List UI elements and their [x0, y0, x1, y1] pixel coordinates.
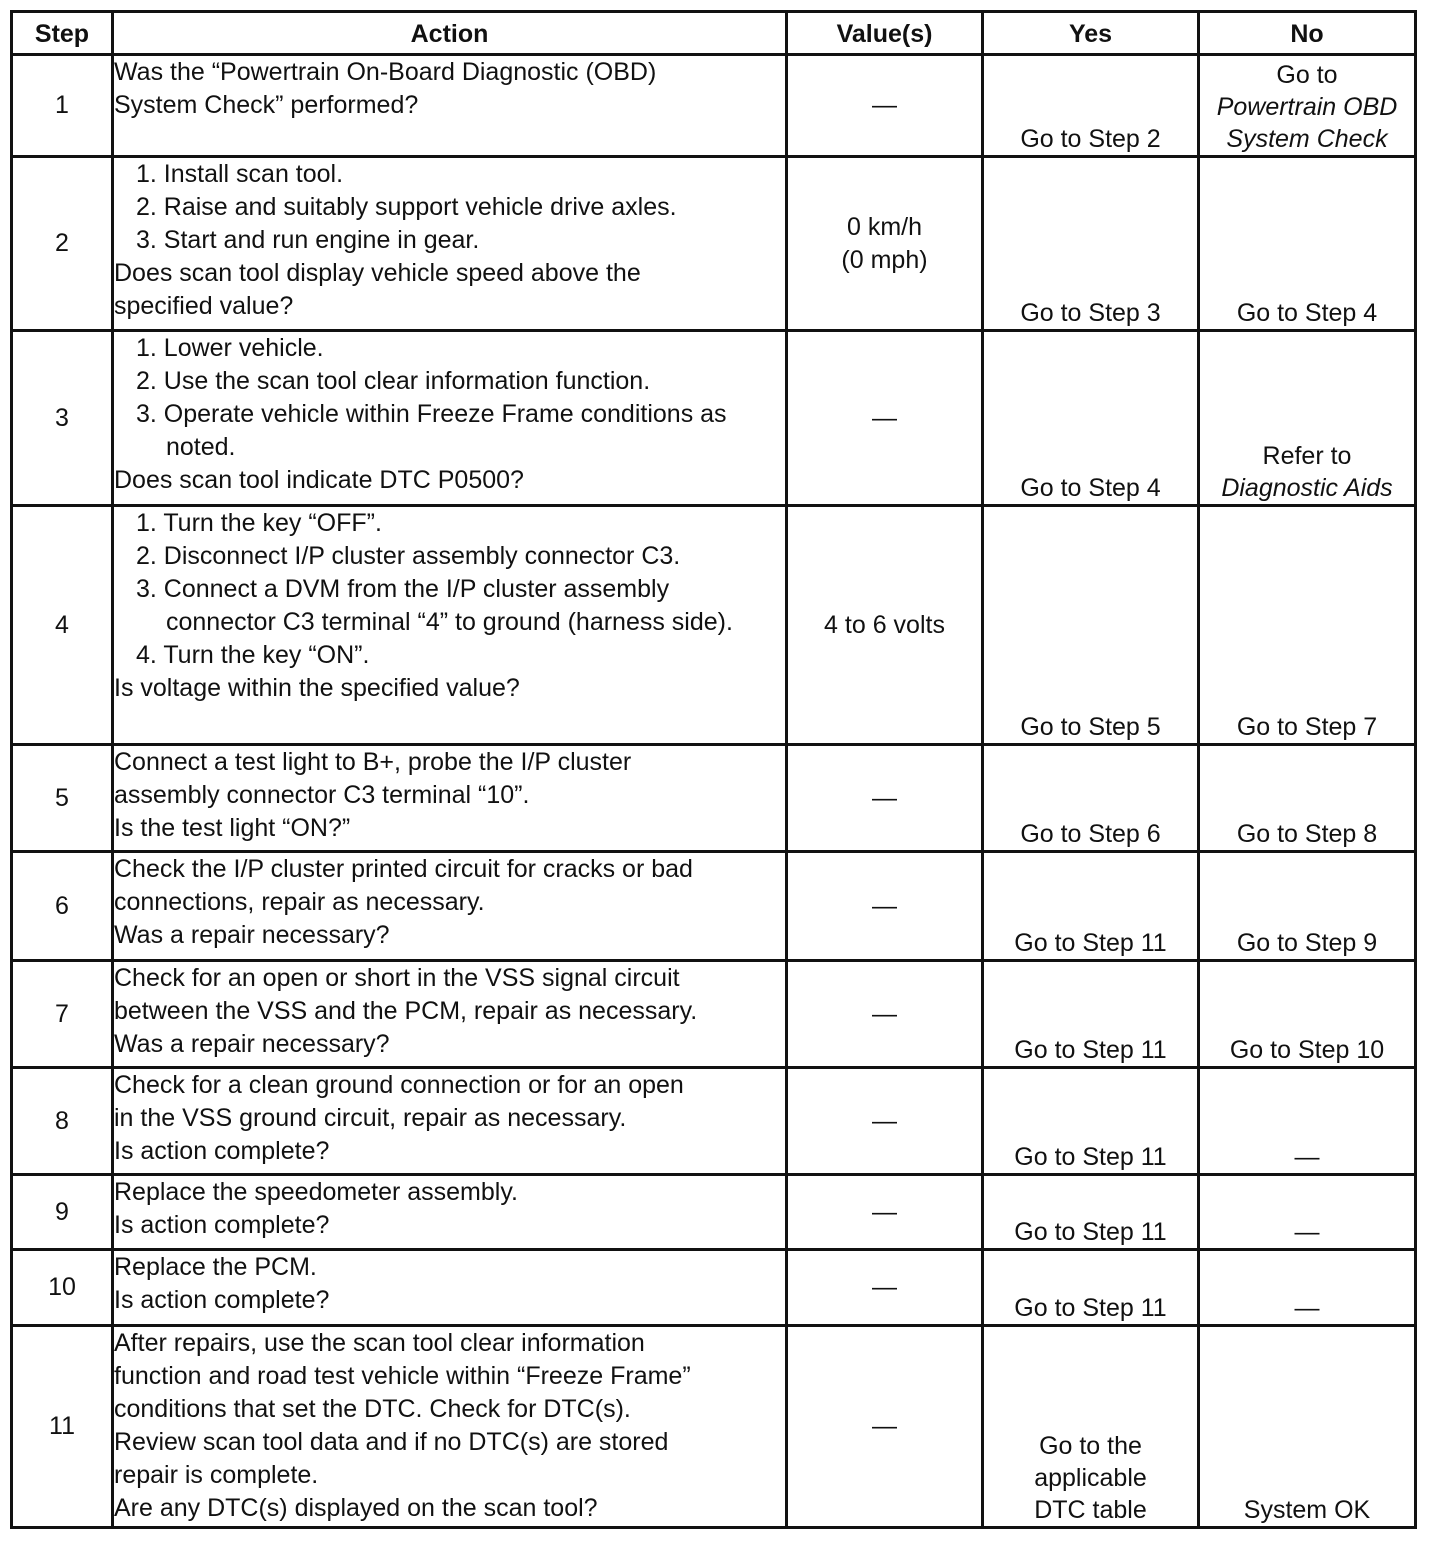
action-text-line: function and road test vehicle within “Freeze Frame”: [114, 1362, 691, 1390]
action-cell: [113, 852, 787, 961]
value-cell: [787, 1326, 983, 1528]
value-cell: [787, 1175, 983, 1250]
action-cell: [113, 1175, 787, 1250]
table-row: [12, 55, 1416, 157]
no-outcome-cell: [1199, 745, 1416, 852]
action-text-line: Are any DTC(s) displayed on the scan tool?: [114, 1494, 598, 1522]
yes-outcome-text: Go to the: [1039, 1432, 1142, 1460]
value-cell: [787, 506, 983, 745]
diagnostic-table: [10, 10, 1417, 1529]
yes-outcome-text: Go to Step 6: [1020, 820, 1161, 848]
action-text-line: Does scan tool indicate DTC P0500?: [114, 466, 524, 494]
table-row: [12, 745, 1416, 852]
table-row: [12, 852, 1416, 961]
action-text-line: assembly connector C3 terminal “10”.: [114, 781, 530, 809]
step-number: 10: [12, 1250, 113, 1326]
value-text: 0 km/h: [846, 212, 923, 241]
action-step-item: 2. Use the scan tool clear information function.: [136, 367, 651, 395]
action-step-item: 4. Turn the key “ON”.: [136, 641, 370, 669]
yes-outcome-cell: [983, 1068, 1199, 1175]
yes-outcome-text: applicable: [1034, 1464, 1147, 1492]
yes-outcome-text: Go to Step 2: [1020, 125, 1161, 153]
header-action: Action: [113, 12, 787, 55]
action-text-line: After repairs, use the scan tool clear information: [114, 1329, 645, 1357]
no-outcome-text: —: [1294, 1294, 1320, 1322]
yes-outcome-cell: [983, 1250, 1199, 1326]
table-row: [12, 1326, 1416, 1528]
no-outcome-cell: [1199, 506, 1416, 745]
action-step-item: 2. Raise and suitably support vehicle drive axles.: [136, 193, 677, 221]
no-outcome-text: Powertrain OBD: [1216, 93, 1398, 121]
action-text-line: in the VSS ground circuit, repair as necessary.: [114, 1104, 627, 1132]
action-step-item: 3. Connect a DVM from the I/P cluster assembly connector C3 terminal “4” to ground (harness side).: [136, 575, 733, 636]
action-text-line: connections, repair as necessary.: [114, 888, 485, 916]
action-text-line: Check for an open or short in the VSS signal circuit: [114, 964, 680, 992]
yes-outcome-text: Go to Step 11: [1014, 1143, 1167, 1171]
table-row: [12, 157, 1416, 331]
value-cell: [787, 1068, 983, 1175]
action-text-line: Replace the PCM.: [114, 1253, 317, 1281]
no-outcome-cell: [1199, 1250, 1416, 1326]
step-number: 1: [12, 55, 113, 157]
step-number: 8: [12, 1068, 113, 1175]
yes-outcome-cell: [983, 1326, 1199, 1528]
value-text: —: [872, 999, 897, 1028]
value-text: (0 mph): [841, 245, 928, 274]
value-text: —: [872, 891, 897, 920]
value-cell: [787, 331, 983, 506]
header-yes: Yes: [983, 12, 1199, 55]
action-text-line: Is voltage within the specified value?: [114, 674, 520, 702]
step-number: 4: [12, 506, 113, 745]
no-outcome-text: Diagnostic Aids: [1221, 474, 1393, 502]
yes-outcome-cell: [983, 745, 1199, 852]
no-outcome-text: Go to Step 4: [1236, 299, 1378, 327]
step-number: 11: [12, 1326, 113, 1528]
action-text-line: Review scan tool data and if no DTC(s) are stored: [114, 1428, 669, 1456]
value-text: —: [872, 403, 897, 432]
action-cell: [113, 745, 787, 852]
yes-outcome-text: Go to Step 11: [1014, 1036, 1167, 1064]
no-outcome-cell: [1199, 157, 1416, 331]
value-text: —: [872, 1197, 897, 1226]
table-body: [12, 55, 1416, 1528]
action-text-line: Check the I/P cluster printed circuit for cracks or bad: [114, 855, 693, 883]
no-outcome-text: System Check: [1226, 125, 1388, 153]
action-step-item: 2. Disconnect I/P cluster assembly connector C3.: [136, 542, 681, 570]
yes-outcome-text: Go to Step 11: [1014, 929, 1167, 957]
action-cell: [113, 157, 787, 331]
action-cell: [113, 1068, 787, 1175]
no-outcome-cell: [1199, 331, 1416, 506]
action-text-line: specified value?: [114, 292, 294, 320]
value-cell: [787, 157, 983, 331]
action-text-line: System Check” performed?: [114, 91, 419, 119]
value-text: —: [872, 1412, 897, 1440]
step-number: 6: [12, 852, 113, 961]
action-text-line: Is action complete?: [114, 1211, 330, 1239]
value-text: —: [872, 783, 897, 812]
header-row: [12, 12, 1416, 55]
yes-outcome-text: Go to Step 4: [1020, 474, 1161, 502]
value-cell: [787, 852, 983, 961]
action-text-line: Was the “Powertrain On-Board Diagnostic (OBD): [114, 58, 657, 86]
no-outcome-cell: [1199, 852, 1416, 961]
action-text-line: Was a repair necessary?: [114, 1030, 390, 1058]
table-row: [12, 961, 1416, 1068]
action-text-line: repair is complete.: [114, 1461, 319, 1489]
action-text-line: Is action complete?: [114, 1137, 330, 1165]
no-outcome-text: Go to Step 8: [1236, 820, 1378, 848]
value-text: —: [872, 1106, 897, 1135]
action-cell: [113, 1326, 787, 1528]
step-number: 9: [12, 1175, 113, 1250]
action-text-line: conditions that set the DTC. Check for DTC(s).: [114, 1395, 631, 1423]
value-text: 4 to 6 volts: [824, 610, 945, 639]
yes-outcome-cell: [983, 852, 1199, 961]
header-no: No: [1199, 12, 1416, 55]
step-number: 2: [12, 157, 113, 331]
value-text: —: [872, 91, 897, 119]
yes-outcome-cell: [983, 331, 1199, 506]
action-text-line: Check for a clean ground connection or for an open: [114, 1071, 684, 1099]
table-row: [12, 506, 1416, 745]
action-step-item: 1. Lower vehicle.: [136, 334, 324, 362]
header-values: Value(s): [787, 12, 983, 55]
no-outcome-cell: [1199, 1326, 1416, 1528]
yes-outcome-cell: [983, 157, 1199, 331]
table-row: [12, 1068, 1416, 1175]
value-cell: [787, 1250, 983, 1326]
no-outcome-text: Go to Step 7: [1236, 713, 1378, 741]
step-number: 5: [12, 745, 113, 852]
yes-outcome-cell: [983, 961, 1199, 1068]
yes-outcome-text: Go to Step 3: [1020, 299, 1161, 327]
table-row: [12, 331, 1416, 506]
no-outcome-cell: [1199, 55, 1416, 157]
no-outcome-text: —: [1294, 1143, 1320, 1171]
action-text-line: between the VSS and the PCM, repair as necessary.: [114, 997, 698, 1025]
no-outcome-text: Go to Step 10: [1229, 1036, 1385, 1064]
no-outcome-text: Go to: [1276, 61, 1338, 89]
table-row: [12, 1175, 1416, 1250]
action-text-line: Is the test light “ON?”: [114, 814, 351, 842]
no-outcome-cell: [1199, 961, 1416, 1068]
action-text-line: Replace the speedometer assembly.: [114, 1178, 518, 1206]
action-text-line: Is action complete?: [114, 1286, 330, 1314]
action-text-line: Was a repair necessary?: [114, 921, 390, 949]
action-cell: [113, 331, 787, 506]
action-step-item: 3. Start and run engine in gear.: [136, 226, 480, 254]
yes-outcome-text: Go to Step 11: [1014, 1218, 1167, 1246]
action-step-item: 3. Operate vehicle within Freeze Frame conditions as noted.: [136, 400, 727, 461]
action-step-item: 1. Turn the key “OFF”.: [136, 509, 382, 537]
action-cell: [113, 1250, 787, 1326]
value-text: —: [872, 1273, 897, 1301]
action-step-item: 1. Install scan tool.: [136, 160, 344, 188]
yes-outcome-cell: [983, 1175, 1199, 1250]
yes-outcome-text: DTC table: [1034, 1496, 1147, 1524]
value-cell: [787, 745, 983, 852]
header-step: Step: [12, 12, 113, 55]
yes-outcome-cell: [983, 506, 1199, 745]
action-cell: [113, 961, 787, 1068]
value-cell: [787, 961, 983, 1068]
step-number: 7: [12, 961, 113, 1068]
action-text-line: Does scan tool display vehicle speed above the: [114, 259, 641, 287]
yes-outcome-text: Go to Step 11: [1014, 1294, 1167, 1322]
no-outcome-cell: [1199, 1175, 1416, 1250]
no-outcome-cell: [1199, 1068, 1416, 1175]
action-cell: [113, 55, 787, 157]
no-outcome-text: Go to Step 9: [1236, 929, 1378, 957]
value-cell: [787, 55, 983, 157]
yes-outcome-text: Go to Step 5: [1020, 713, 1161, 741]
no-outcome-text: —: [1294, 1218, 1320, 1246]
no-outcome-text: System OK: [1243, 1496, 1371, 1524]
yes-outcome-cell: [983, 55, 1199, 157]
action-text-line: Connect a test light to B+, probe the I/P cluster: [114, 748, 632, 776]
action-cell: [113, 506, 787, 745]
step-number: 3: [12, 331, 113, 506]
table-row: [12, 1250, 1416, 1326]
no-outcome-text: Refer to: [1262, 442, 1352, 470]
